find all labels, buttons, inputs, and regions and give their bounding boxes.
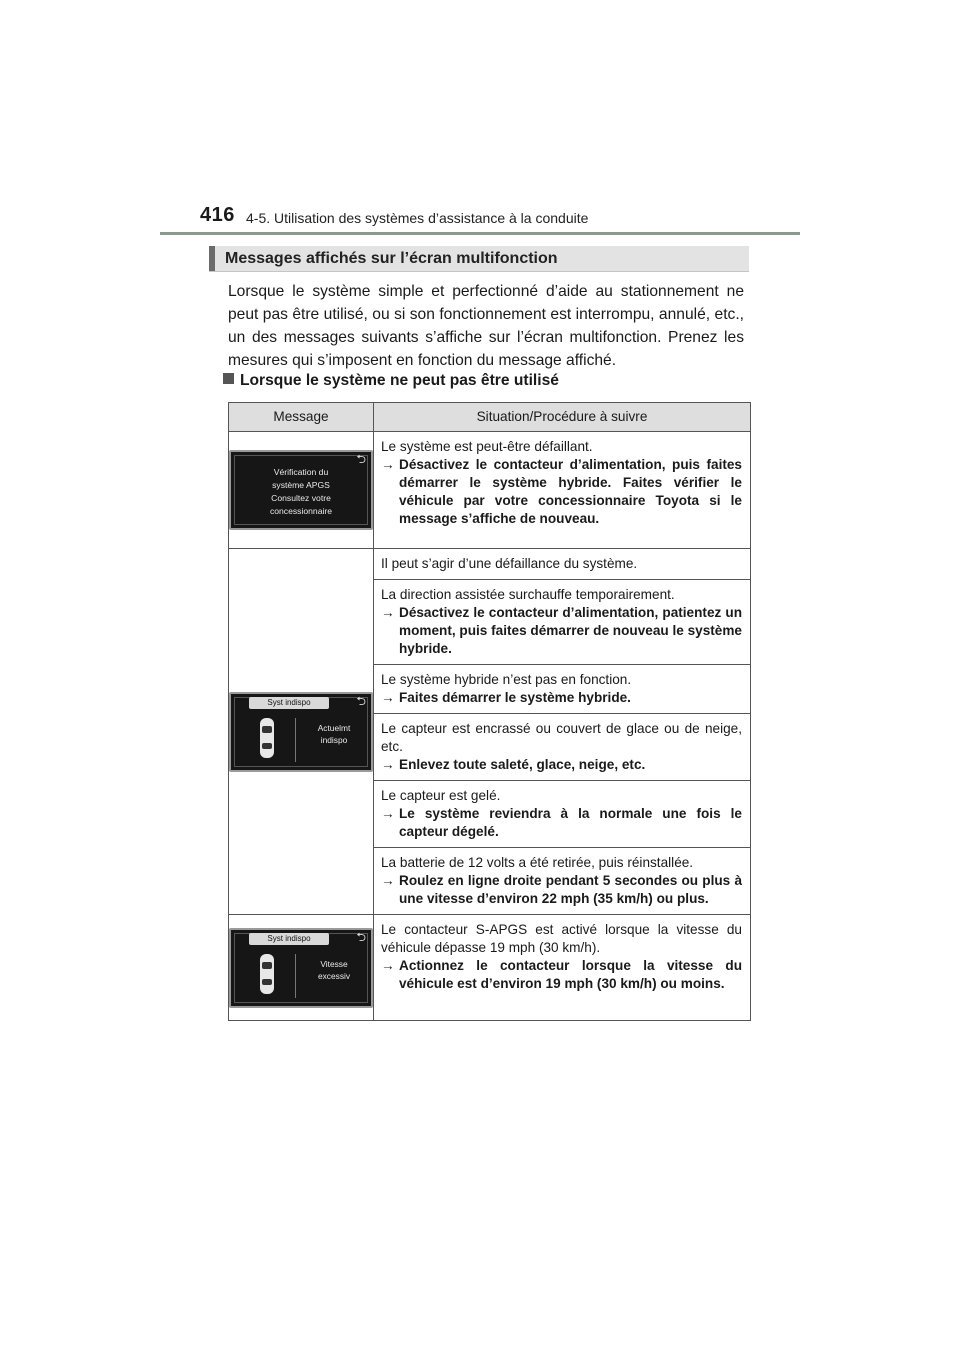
message-screen-cell: [229, 549, 374, 915]
table-row: [229, 549, 751, 580]
action-text: → Faites démarrer le système hybride.: [381, 690, 631, 705]
table-header-row: [229, 403, 751, 432]
arrow-icon: →: [381, 757, 395, 772]
situation-text: Le système hybride n’est pas en fonction.: [381, 672, 632, 687]
situation-cell: [374, 781, 751, 848]
action-text: → Enlevez toute saleté, glace, neige, etc.: [381, 757, 646, 772]
back-arrow-icon: ⮌: [356, 452, 366, 466]
situation-cell: [374, 432, 751, 549]
action-text: → Actionnez le contacteur lorsque la vitesse du véhicule est d’environ 19 mph (30 km/h) ou moins.: [381, 958, 742, 991]
situation-cell: [374, 714, 751, 781]
situation-text: Il peut s’agir d’une défaillance du système.: [381, 556, 638, 571]
arrow-icon: →: [381, 457, 395, 472]
situation-text: Le contacteur S-APGS est activé lorsque la vitesse du véhicule dépasse 19 mph (30 km/h).: [381, 922, 742, 955]
section-accent: [209, 246, 215, 271]
table-row: [229, 432, 751, 549]
display-screen-syst-indispo: [229, 692, 373, 772]
back-arrow-icon: ⮌: [356, 929, 366, 944]
situation-text: Le système est peut-être défaillant.: [381, 439, 593, 454]
situation-text: Le capteur est encrassé ou couvert de glace ou de neige, etc.: [381, 721, 742, 754]
header-rule: [160, 232, 800, 235]
screen-message: Vitesse excessiv: [317, 958, 351, 981]
column-header-situation: Situation/Procédure à suivre: [374, 403, 751, 432]
intro-paragraph: Lorsque le système simple et perfectionné d’aide au stationnement ne peut pas être utilisé, ou si son fonctionnement est interrompu, annulé, etc., un des messages suivants s’affiche sur l’écran multifonction. Prenez les mesures qui s’imposent en fonction du message affiché.: [228, 283, 744, 369]
column-header-message: Message: [229, 403, 374, 432]
car-top-view-icon: [257, 952, 277, 996]
message-screen-cell: [229, 432, 374, 549]
table-row: [229, 915, 751, 1021]
screen-message: Vérification du système APGS Consultez votre concessionnaire: [269, 467, 333, 516]
screen-divider: [295, 718, 296, 762]
action-text: → Désactivez le contacteur d’alimentation, puis faites démarrer le système hybride. Faites vérifier le véhicule par votre concessionnaire Toyota si le message s’affiche de nouveau.: [381, 457, 742, 526]
arrow-icon: →: [381, 958, 395, 973]
situation-cell: [374, 580, 751, 665]
subheading: [223, 372, 559, 390]
action-text: → Roulez en ligne droite pendant 5 secondes ou plus à une vitesse d’environ 22 mph (35 km/h) ou plus.: [381, 873, 742, 906]
situation-text: Le capteur est gelé.: [381, 788, 501, 803]
screen-pill-label: Syst indispo: [249, 933, 329, 945]
section-title-bar: [209, 246, 749, 272]
situation-text: La direction assistée surchauffe temporairement.: [381, 587, 675, 602]
arrow-icon: →: [381, 873, 395, 888]
page-number: 416: [200, 204, 235, 226]
action-text: → Désactivez le contacteur d’alimentation, patientez un moment, puis faites démarrer de nouveau le système hybride.: [381, 605, 742, 656]
screen-message: Actuelmt indispo: [317, 722, 351, 745]
situation-cell: [374, 915, 751, 1021]
situation-cell: [374, 549, 751, 580]
square-bullet-icon: [223, 373, 234, 384]
display-screen-apgs-check: [229, 450, 373, 530]
situation-cell: [374, 665, 751, 714]
back-arrow-icon: ⮌: [356, 693, 366, 708]
arrow-icon: →: [381, 605, 395, 620]
message-table: [228, 402, 751, 1021]
car-top-view-icon: [257, 716, 277, 760]
subheading-text: Lorsque le système ne peut pas être utilisé: [240, 372, 559, 389]
display-screen-vitesse-excessive: [229, 928, 373, 1008]
screen-divider: [295, 954, 296, 998]
screen-pill-label: Syst indispo: [249, 697, 329, 709]
action-text: → Le système reviendra à la normale une fois le capteur dégelé.: [381, 806, 742, 839]
situation-cell: [374, 848, 751, 915]
running-header: 4-5. Utilisation des systèmes d’assistance à la conduite: [246, 210, 589, 226]
message-screen-cell: [229, 915, 374, 1021]
arrow-icon: →: [381, 806, 395, 821]
arrow-icon: →: [381, 690, 395, 705]
situation-text: La batterie de 12 volts a été retirée, puis réinstallée.: [381, 855, 694, 870]
section-title: Messages affichés sur l’écran multifonction: [225, 250, 558, 267]
